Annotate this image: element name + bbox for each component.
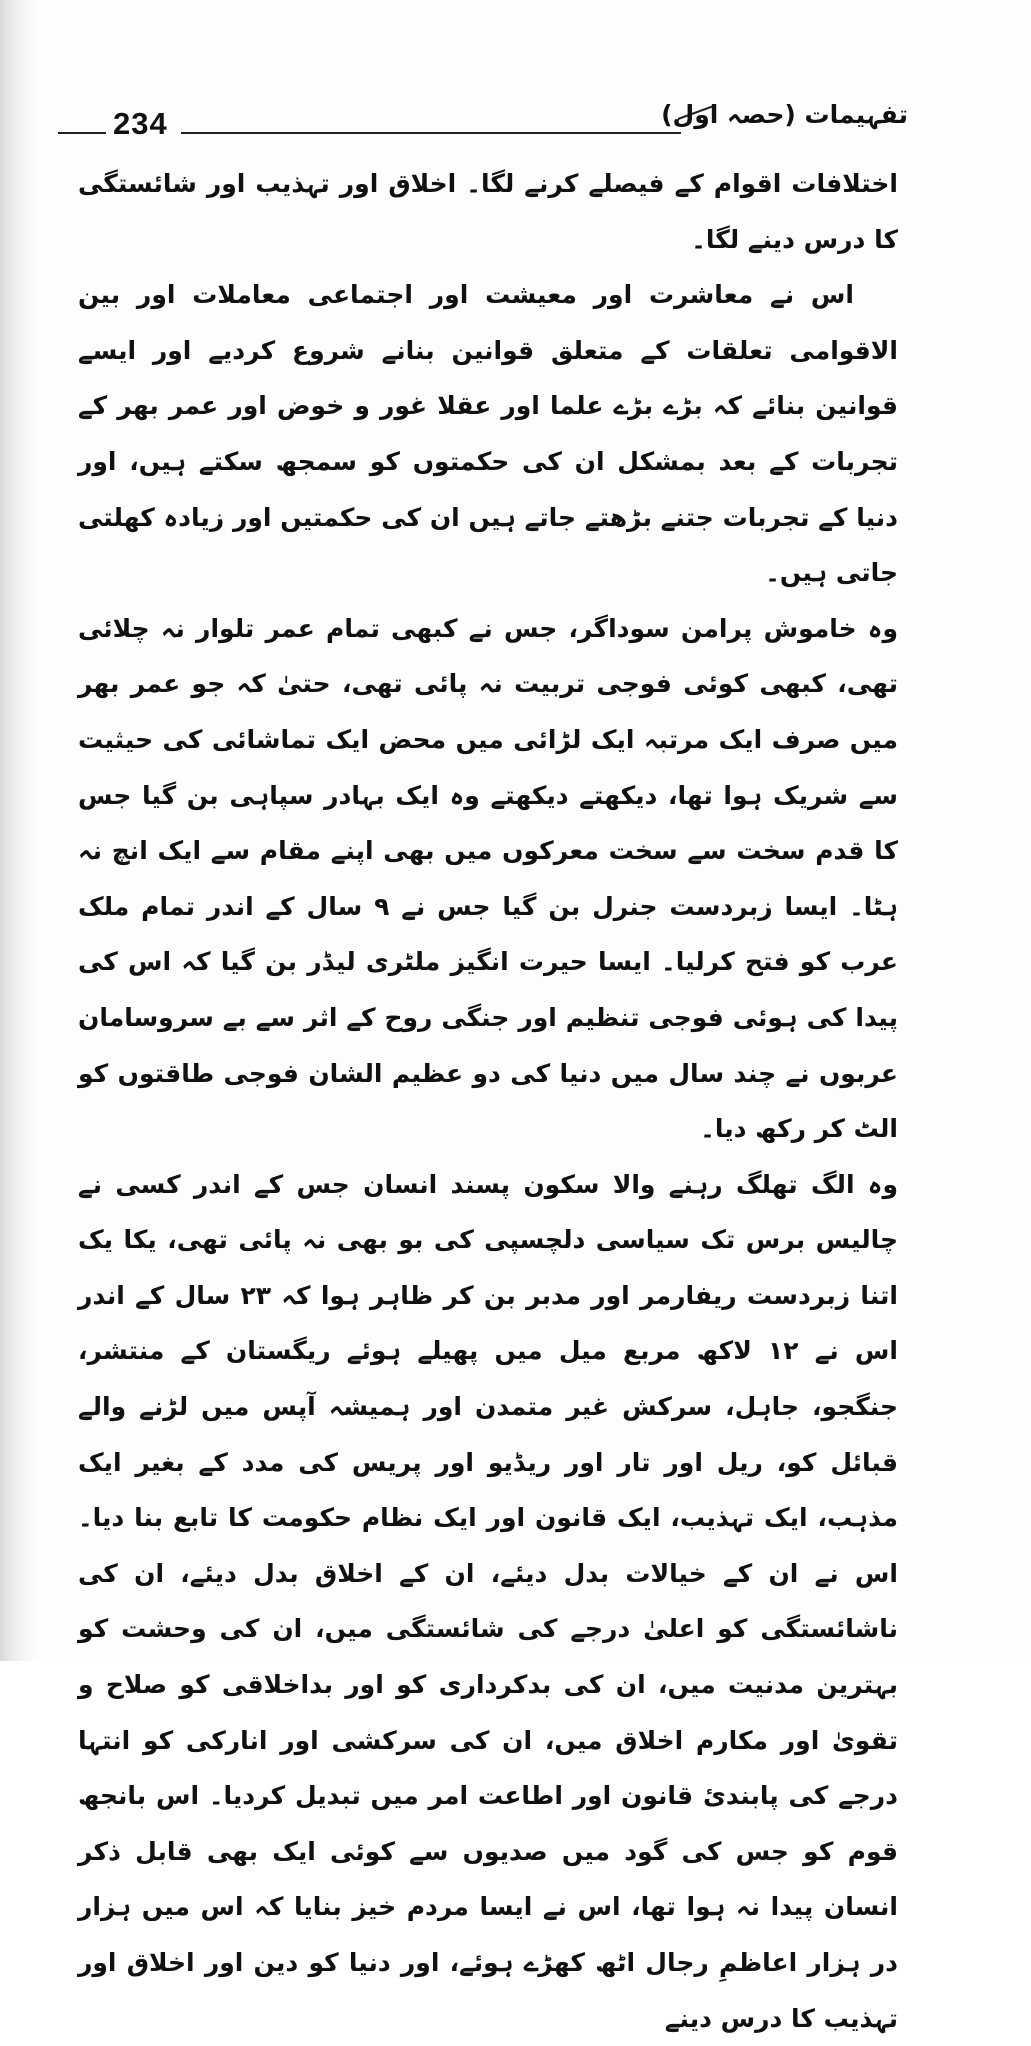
paragraph: اس نے معاشرت اور معیشت اور اجتماعی معاملات اور بین الاقوامی تعلقات کے متعلق قوانین بنانے شروع کردیے اور ایسے قوانین بنائے کہ بڑے بڑے علما اور عقلا غور و خوض اور عمر بھر کے تجربات کے بعد بمشکل ان کی حکمتوں کو سمجھ سکتے ہیں، اور دنیا کے تجربات جتنے بڑھتے جاتے ہیں ان کی حکمتیں اور زیادہ کھلتی جاتی ہیں۔ [78,280,898,588]
binding-shadow [0,0,36,1661]
page-number: 234 [113,106,168,141]
paragraph: وہ الگ تھلگ رہنے والا سکون پسند انسان جس کے اندر کسی نے چالیس برس تک سیاسی دلچسپی کی بو بھی نہ پائی تھی، یکا یک اتنا زبردست ریفارمر اور مدبر بن کر ظاہر ہوا کہ ۲۳ سال کے اندر اس نے ۱۲ لاکھ مربع میل میں پھیلے ہوئے ریگستان کے منتشر، جنگجو، جاہل، سرکش غیر متمدن اور ہمیشہ آپس میں لڑنے والے قبائل کو، ریل اور تار اور ریڈیو اور پریس کی مدد کے بغیر ایک مذہب، ایک تہذیب، ایک قانون اور ایک نظام حکومت کا تابع بنا دیا۔ اس نے ان کے خیالات بدل دیئے، ان کے اخلاق بدل دیئے، ان کی ناشائستگی کو اعلیٰ درجے کی شائستگی میں، ان کی وحشت کو بہترین مدنیت میں، ان کی بدکرداری کو اور بداخلاقی کو صلاح و تقویٰ اور مکارم اخلاق میں، ان کی سرکشی اور انارکی کو انتہا درجے کی پابندیٔ قانون اور اطاعت امر میں تبدیل کردیا۔ اس بانجھ قوم کو جس کی گود میں صدیوں سے کوئی ایک بھی قابل ذکر انسان پیدا نہ ہوا تھا، اس نے ایسا مردم خیز بنایا کہ اس میں ہزار در ہزار اعاظمِ رجال اٹھ کھڑے ہوئے، اور دنیا کو دین اور اخلاق اور تہذیب کا درس دینے [78,1169,898,2033]
running-header [58,100,908,144]
paragraph: اختلافات اقوام کے فیصلے کرنے لگا۔ اخلاق اور تہذیب اور شائستگی کا درس دینے لگا۔ [78,169,898,254]
book-title: تفہیمات (حصہ اول) [661,100,908,129]
paragraph: وہ خاموش پرامن سوداگر، جس نے کبھی تمام عمر تلوار نہ چلائی تھی، کبھی کوئی فوجی تربیت نہ پائی تھی، حتیٰ کہ جو عمر بھر میں صرف ایک مرتبہ ایک لڑائی میں محض ایک تماشائی کی حیثیت سے شریک ہوا تھا، دیکھتے دیکھتے وہ ایک بہادر سپاہی بن گیا جس کا قدم سخت سے سخت معرکوں میں بھی اپنے مقام سے ایک انچ نہ ہٹا۔ ایسا زبردست جنرل بن گیا جس نے ۹ سال کے اندر تمام ملک عرب کو فتح کرلیا۔ ایسا حیرت انگیز ملٹری لیڈر بن گیا کہ اس کی پیدا کی ہوئی فوجی تنظیم اور جنگی روح کے اثر سے بے سروسامان عربوں نے چند سال میں دنیا کی دو عظیم الشان فوجی طاقتوں کو الٹ کر رکھ دیا۔ [78,613,898,1144]
header-rule [181,132,681,134]
header-rule-left [58,132,106,134]
page-body [78,156,898,2046]
